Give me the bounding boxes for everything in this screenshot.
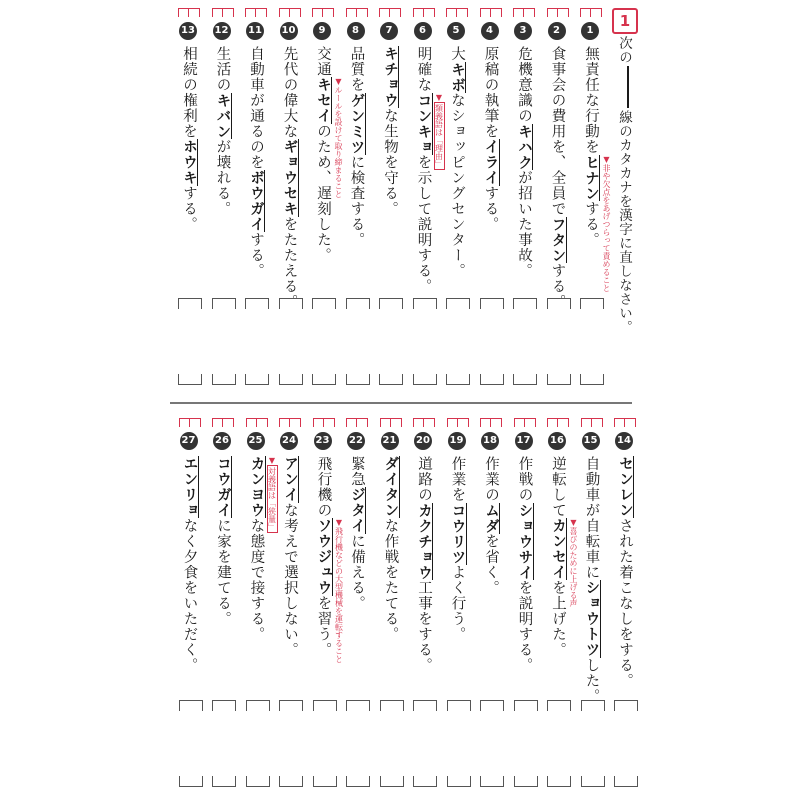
question-text — [447, 456, 469, 642]
question-post: が壊れる。 — [214, 139, 231, 217]
answer-bracket-top[interactable] — [480, 298, 504, 309]
question-post: に家を建てる。 — [215, 518, 231, 627]
question-item — [547, 418, 578, 738]
question-item — [279, 8, 305, 328]
katakana-target: カンヨウ — [248, 456, 265, 518]
question-pre: 作業を — [449, 456, 466, 503]
question-post: する。 — [583, 201, 599, 248]
question-post: を示して説明する。 — [415, 154, 432, 294]
answer-bracket-top[interactable] — [246, 700, 270, 711]
question-pre: 飛行機の — [315, 456, 332, 518]
question-item — [179, 418, 205, 738]
question-number: 16 — [548, 432, 566, 450]
checkbox[interactable] — [547, 418, 569, 427]
question-item — [346, 8, 372, 328]
answer-bracket-top[interactable] — [279, 700, 303, 711]
answer-bracket-bottom[interactable] — [380, 776, 404, 787]
question-post: を説明する。 — [516, 580, 533, 673]
answer-bracket-top[interactable] — [313, 700, 337, 711]
answer-bracket-bottom[interactable] — [279, 374, 303, 385]
definition-note: ▼ルールを設けて取り締まること — [334, 77, 343, 198]
katakana-target: アンイ — [282, 456, 298, 503]
checkbox[interactable] — [413, 418, 435, 427]
instruction-post: 線のカタカナを漢字に直しなさい。 — [616, 110, 632, 334]
definition-note: ▼対義語は「狭量」 — [267, 456, 277, 531]
question-pre: 作業の — [483, 456, 499, 503]
question-pre: 自動車が通るのを — [248, 46, 264, 170]
question-post: なく夕食をいただく。 — [181, 518, 198, 673]
question-item — [480, 418, 506, 738]
question-post: した。 — [583, 657, 600, 704]
answer-bracket-top[interactable] — [580, 298, 604, 309]
question-item — [614, 418, 640, 738]
question-item — [279, 418, 305, 738]
question-post: する。 — [181, 185, 197, 232]
question-text — [346, 46, 368, 248]
question-pre: 交通 — [315, 46, 331, 77]
katakana-target: ボウガイ — [248, 170, 264, 232]
answer-bracket-bottom[interactable] — [179, 776, 203, 787]
question-text — [346, 456, 368, 611]
question-number: 15 — [582, 432, 600, 450]
checkbox[interactable] — [513, 8, 535, 17]
katakana-target: キセイ — [315, 77, 331, 124]
question-number: 2 — [548, 22, 566, 40]
answer-bracket-top[interactable] — [179, 700, 203, 711]
question-text — [514, 456, 536, 673]
question-item — [380, 418, 406, 738]
question-text — [212, 46, 234, 217]
question-text — [245, 46, 267, 279]
checkbox[interactable] — [379, 8, 401, 17]
checkbox[interactable] — [179, 418, 201, 427]
question-number: 27 — [180, 432, 198, 450]
question-item — [379, 8, 405, 328]
question-pre: 原稿の執筆を — [482, 46, 499, 139]
katakana-target: コウリツ — [449, 502, 466, 565]
katakana-target: コウガイ — [215, 456, 231, 518]
question-pre: 逆転して — [550, 456, 566, 518]
checkbox[interactable] — [245, 8, 267, 17]
question-text — [413, 46, 435, 294]
question-post: を上げた。 — [550, 580, 566, 658]
answer-bracket-top[interactable] — [480, 700, 504, 711]
answer-bracket-bottom[interactable] — [279, 776, 303, 787]
answer-bracket-bottom[interactable] — [346, 776, 370, 787]
katakana-target: キバン — [214, 92, 231, 139]
answer-bracket-bottom[interactable] — [480, 374, 504, 385]
answer-bracket-top[interactable] — [379, 298, 403, 309]
question-post: に備える。 — [349, 533, 365, 611]
question-item — [413, 418, 439, 738]
question-post: な考えで選択しない。 — [282, 502, 298, 658]
checkbox[interactable] — [178, 8, 200, 17]
definition-note: ▼類義語は「理由」 — [434, 92, 444, 168]
checkbox[interactable] — [279, 8, 301, 17]
answer-bracket-top[interactable] — [447, 700, 471, 711]
answer-bracket-bottom[interactable] — [413, 776, 437, 787]
question-text — [279, 46, 301, 310]
question-pre: 大 — [449, 46, 465, 62]
answer-bracket-bottom[interactable] — [547, 776, 571, 787]
question-number: 9 — [313, 22, 331, 40]
question-pre: 無責任な行動を — [583, 46, 599, 155]
question-number: 21 — [381, 432, 399, 450]
answer-bracket-top[interactable] — [446, 298, 470, 309]
question-number: 6 — [414, 22, 432, 40]
synonym-tag: 類義語は「理由」 — [434, 103, 444, 168]
katakana-target: ギョウセキ — [281, 139, 298, 217]
question-post: な生物を守る。 — [382, 108, 398, 217]
katakana-target: ムダ — [483, 502, 499, 534]
katakana-target: コンキョ — [415, 92, 432, 155]
question-number: 17 — [515, 432, 533, 450]
checkbox[interactable] — [279, 418, 301, 427]
answer-bracket-top[interactable] — [346, 298, 370, 309]
checkbox[interactable] — [346, 418, 368, 427]
answer-bracket-top[interactable] — [279, 298, 303, 309]
question-pre: 先代の偉大な — [281, 46, 298, 139]
checkbox[interactable] — [580, 8, 602, 17]
checkbox[interactable] — [447, 418, 469, 427]
question-text — [446, 46, 468, 279]
question-number: 19 — [448, 432, 466, 450]
checkbox[interactable] — [413, 8, 435, 17]
answer-bracket-bottom[interactable] — [313, 776, 337, 787]
katakana-target: エンリョ — [181, 456, 198, 518]
answer-bracket-top[interactable] — [178, 298, 202, 309]
katakana-target: センレン — [617, 456, 633, 518]
question-item — [413, 8, 444, 328]
answer-bracket-bottom[interactable] — [312, 374, 336, 385]
question-pre: 相続の権利を — [181, 46, 197, 139]
answer-bracket-top[interactable] — [614, 700, 638, 711]
question-item — [580, 8, 611, 328]
question-pre: 生活の — [214, 46, 231, 93]
answer-bracket-top[interactable] — [547, 700, 571, 711]
question-number: 18 — [481, 432, 499, 450]
question-text — [413, 456, 435, 673]
question-post: を習う。 — [315, 595, 332, 658]
question-text — [547, 46, 569, 310]
question-pre: 明確な — [415, 46, 432, 93]
question-pre: 作戦の — [516, 456, 533, 503]
question-item — [480, 8, 506, 328]
answer-bracket-top[interactable] — [547, 298, 571, 309]
question-item — [245, 8, 271, 328]
katakana-target: キボ — [449, 61, 465, 93]
question-number: 20 — [414, 432, 432, 450]
question-item — [581, 418, 607, 738]
question-pre: 品質を — [348, 46, 365, 93]
checkbox[interactable] — [480, 418, 502, 427]
question-number: 23 — [314, 432, 332, 450]
katakana-target: ゲンミツ — [348, 92, 365, 155]
question-text — [380, 456, 402, 642]
question-text — [513, 46, 535, 279]
answer-bracket-bottom[interactable] — [614, 776, 638, 787]
answer-bracket-top[interactable] — [514, 700, 538, 711]
answer-bracket-top[interactable] — [513, 298, 537, 309]
question-text — [313, 456, 335, 658]
answer-bracket-top[interactable] — [212, 700, 236, 711]
checkbox[interactable] — [346, 8, 368, 17]
question-number: 25 — [247, 432, 265, 450]
question-text — [279, 456, 301, 658]
answer-bracket-top[interactable] — [312, 298, 336, 309]
question-text — [614, 456, 636, 689]
answer-bracket-bottom[interactable] — [212, 374, 236, 385]
checkbox[interactable] — [312, 8, 334, 17]
question-item — [312, 8, 343, 328]
question-number: 7 — [380, 22, 398, 40]
question-item — [446, 8, 472, 328]
question-number: 5 — [447, 22, 465, 40]
question-post: に検査する。 — [348, 154, 365, 248]
question-post: が招いた事故。 — [516, 170, 532, 279]
answer-bracket-bottom[interactable] — [513, 374, 537, 385]
question-post: のため、遅刻した。 — [315, 123, 331, 263]
katakana-target: キハク — [516, 123, 532, 170]
question-text — [581, 456, 603, 704]
question-text — [246, 456, 268, 642]
question-number: 14 — [615, 432, 633, 450]
question-post: する。 — [549, 263, 566, 310]
question-text — [212, 456, 234, 627]
question-number: 13 — [179, 22, 197, 40]
checkbox[interactable] — [212, 418, 234, 427]
question-post: する。 — [248, 232, 264, 279]
question-pre: 食事会の費用を、全員で — [549, 46, 566, 217]
answer-bracket-top[interactable] — [346, 700, 370, 711]
checkbox[interactable] — [380, 418, 402, 427]
definition-note: ▼喜びのために上げる声 — [569, 518, 578, 607]
question-number: 11 — [246, 22, 264, 40]
question-post: された着こなしをする。 — [617, 518, 633, 689]
question-item — [514, 418, 540, 738]
answer-bracket-bottom[interactable] — [547, 374, 571, 385]
katakana-target: ソウジュウ — [315, 518, 332, 596]
checkbox[interactable] — [514, 418, 536, 427]
question-number: 26 — [213, 432, 231, 450]
answer-bracket-bottom[interactable] — [379, 374, 403, 385]
synonym-tag: 対義語は「狭量」 — [267, 467, 277, 531]
question-number: 10 — [280, 22, 298, 40]
katakana-target: カンセイ — [550, 518, 566, 580]
question-post: 工事をする。 — [416, 580, 432, 673]
katakana-target: ショウサイ — [516, 502, 533, 580]
question-post: する。 — [482, 185, 499, 232]
katakana-target: ダイタン — [382, 456, 399, 518]
question-number: 22 — [347, 432, 365, 450]
answer-bracket-top[interactable] — [581, 700, 605, 711]
answer-bracket-bottom[interactable] — [178, 374, 202, 385]
katakana-target: ヒナン — [583, 154, 599, 201]
answer-bracket-bottom[interactable] — [480, 776, 504, 787]
question-item — [346, 418, 372, 738]
answer-bracket-top[interactable] — [212, 298, 236, 309]
answer-bracket-bottom[interactable] — [447, 776, 471, 787]
instruction — [614, 36, 634, 334]
checkbox[interactable] — [581, 418, 603, 427]
answer-bracket-bottom[interactable] — [246, 776, 270, 787]
question-post: をたたえる。 — [281, 216, 298, 310]
katakana-target: ホウキ — [181, 139, 197, 186]
section-number: 1 — [612, 8, 638, 34]
definition-note: ▼飛行機などの大型機械を運転すること — [334, 518, 344, 663]
question-pre: 道路の — [416, 456, 432, 503]
question-post: なショッピングセンター。 — [449, 92, 465, 279]
question-text — [178, 46, 200, 232]
checkbox[interactable] — [212, 8, 234, 17]
question-pre: 緊急 — [349, 456, 365, 487]
question-item — [447, 418, 473, 738]
katakana-target: フタン — [549, 216, 566, 263]
answer-bracket-top[interactable] — [245, 298, 269, 309]
answer-bracket-bottom[interactable] — [580, 374, 604, 385]
katakana-target: キチョウ — [382, 46, 398, 108]
question-text — [379, 46, 401, 217]
question-item — [513, 8, 539, 328]
question-number: 1 — [581, 22, 599, 40]
checkbox[interactable] — [547, 8, 569, 17]
question-number: 8 — [347, 22, 365, 40]
answer-bracket-bottom[interactable] — [245, 374, 269, 385]
answer-bracket-bottom[interactable] — [446, 374, 470, 385]
section-divider — [170, 402, 632, 404]
answer-bracket-top[interactable] — [413, 298, 437, 309]
answer-bracket-bottom[interactable] — [514, 776, 538, 787]
checkbox[interactable] — [480, 8, 502, 17]
question-item — [246, 418, 277, 738]
instruction-pre: 次の — [616, 36, 632, 64]
question-item — [547, 8, 573, 328]
question-item — [212, 8, 238, 328]
question-pre: 自動車が自転車に — [583, 456, 600, 580]
question-text — [480, 456, 502, 596]
question-text — [312, 46, 334, 263]
checkbox[interactable] — [614, 418, 636, 427]
katakana-target: ショウトツ — [583, 580, 600, 658]
answer-bracket-bottom[interactable] — [212, 776, 236, 787]
definition-note: ▼非や欠点をあげつらって責めること — [602, 154, 611, 292]
question-post: を省く。 — [483, 533, 499, 596]
underline-sample — [627, 66, 629, 108]
question-pre: 危機意識の — [516, 46, 532, 124]
question-text — [547, 456, 569, 658]
question-number: 24 — [280, 432, 298, 450]
answer-bracket-bottom[interactable] — [413, 374, 437, 385]
katakana-target: イライ — [482, 139, 499, 186]
checkbox[interactable] — [313, 418, 335, 427]
answer-bracket-top[interactable] — [413, 700, 437, 711]
question-post: な態度で接する。 — [248, 518, 265, 642]
answer-bracket-bottom[interactable] — [346, 374, 370, 385]
question-number: 4 — [481, 22, 499, 40]
question-text — [179, 456, 201, 673]
question-post: な作戦をたてる。 — [382, 518, 399, 642]
question-item — [178, 8, 204, 328]
question-item — [313, 418, 344, 738]
katakana-target: ジタイ — [349, 487, 365, 534]
question-item — [212, 418, 238, 738]
answer-bracket-top[interactable] — [380, 700, 404, 711]
question-number: 3 — [514, 22, 532, 40]
katakana-target: カクチョウ — [416, 502, 432, 580]
question-post: よく行う。 — [449, 564, 466, 642]
question-number: 12 — [213, 22, 231, 40]
question-text — [480, 46, 502, 232]
question-text — [580, 46, 602, 248]
checkbox[interactable] — [246, 418, 268, 427]
answer-bracket-bottom[interactable] — [581, 776, 605, 787]
checkbox[interactable] — [446, 8, 468, 17]
